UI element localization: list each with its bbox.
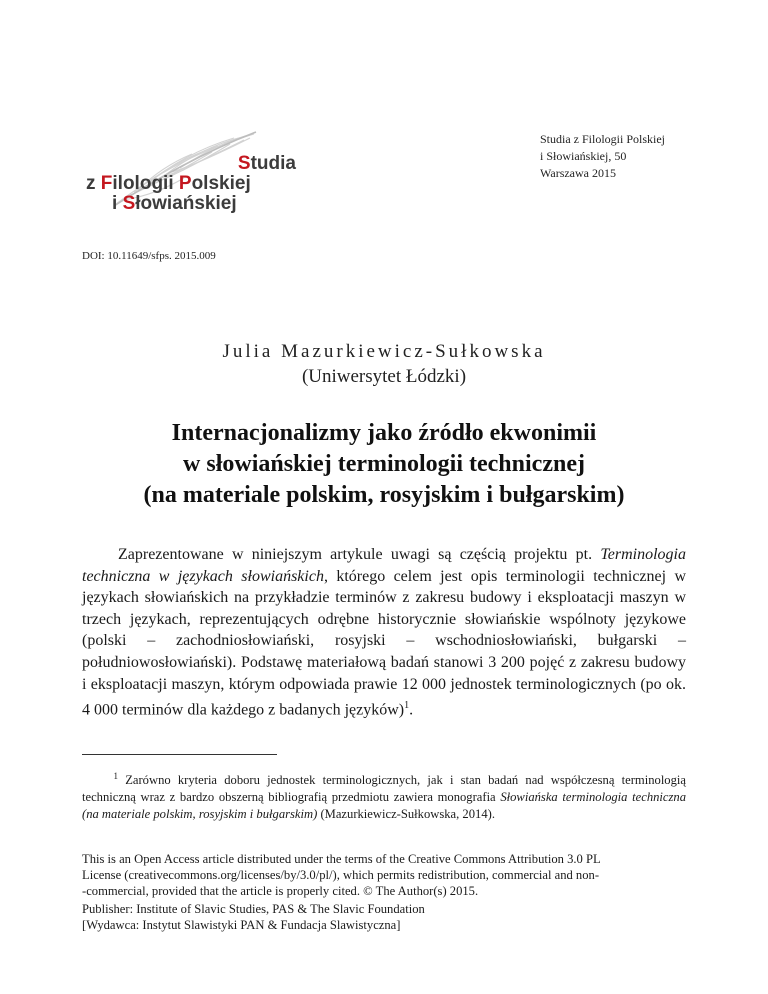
footnote-divider xyxy=(82,754,277,755)
journal-name: Studia z Filologii Polskiej xyxy=(540,132,666,146)
journal-logo xyxy=(86,128,296,218)
logo-text: olskiej xyxy=(191,173,251,194)
body-text: . xyxy=(409,701,414,719)
logo-initial: F xyxy=(100,173,113,194)
title-line-1: Internacjonalizmy jako źródło ekwonimii xyxy=(171,420,597,446)
author-name: Julia Mazurkiewicz-Sułkowska xyxy=(222,341,546,362)
journal-place-year: Warszawa 2015 xyxy=(540,166,617,180)
doi: DOI: 10.11649/sfps. 2015.009 xyxy=(82,250,216,262)
article-title xyxy=(0,418,768,511)
footnote-marker: 1 xyxy=(113,771,118,781)
logo-text: tudia xyxy=(250,153,296,174)
logo-text: z xyxy=(86,173,101,194)
logo-text: i xyxy=(112,193,123,214)
body-paragraph xyxy=(82,544,686,721)
footnote-text: Zarówno kryteria doboru jednostek terminologicznych, jak i stan badań nad współczesną terminologią techniczną wraz z bardzo obszerną bibliografią przedmiotu zawiera monografia xyxy=(82,773,686,805)
project-title: Terminologia techniczna w językach słowiańskich xyxy=(82,546,686,585)
license-line: This is an Open Access article distributed under the terms of the Creative Commons Attribution 3.0 PL xyxy=(82,852,601,866)
journal-issue: i Słowiańskiej, 50 xyxy=(540,149,627,163)
license-notice xyxy=(82,851,686,899)
journal-info xyxy=(540,131,665,182)
logo-initial: P xyxy=(178,173,192,194)
footnote xyxy=(82,768,686,823)
title-line-2: w słowiańskiej terminologii technicznej xyxy=(183,451,585,477)
publisher-line: Publisher: Institute of Slavic Studies, PAS & The Slavic Foundation xyxy=(82,902,425,916)
logo-text: łowiańskiej xyxy=(135,193,237,214)
footnote-cited-title: Słowiańska terminologia techniczna (na materiale polskim, rosyjskim i bułgarskim) xyxy=(82,790,686,822)
body-text: Zaprezentowane w niniejszym artykule uwagi są częścią projektu pt. xyxy=(118,546,601,563)
logo-initial: S xyxy=(237,153,251,174)
author-affiliation: (Uniwersytet Łódzki) xyxy=(301,366,467,387)
logo-line-1 xyxy=(238,154,296,174)
logo-line-2 xyxy=(86,174,251,194)
publisher-line: [Wydawca: Instytut Slawistyki PAN & Fundacja Slawistyczna] xyxy=(82,918,401,932)
footnote-text: (Mazurkiewicz-Sułkowska, 2014). xyxy=(317,807,495,822)
logo-initial: S xyxy=(122,193,136,214)
title-line-3: (na materiale polskim, rosyjskim i bułgarskim) xyxy=(143,482,625,508)
publisher-info xyxy=(82,901,686,933)
license-line: License (creativecommons.org/licenses/by/3.0/pl/), which permits redistribution, commercial and non- xyxy=(82,868,600,882)
logo-text: ilologii xyxy=(112,173,179,194)
footnote-ref[interactable]: 1 xyxy=(404,700,410,712)
license-line: -commercial, provided that the article is properly cited. © The Author(s) 2015. xyxy=(82,884,479,898)
body-text: , którego celem jest opis terminologii technicznej w językach słowiańskich na przykładzie terminów z zakresu budowy i eksploatacji maszyn w trzech językach, reprezentujących odrębne historycznie słowiańskie wspólnoty językowe (polski – zachodniosłowiański, rosyjski – wschodniosłowiański, bułgarski – południowosłowiański). Podstawę materiałową badań stanowi 3 200 pojęć z zakresu budowy i eksploatacji maszyn, którym odpowiada prawie 12 000 jednostek terminologicznych (po ok. 4 000 terminów dla każdego z badanych języków) xyxy=(82,567,686,719)
logo-line-3 xyxy=(112,194,237,214)
